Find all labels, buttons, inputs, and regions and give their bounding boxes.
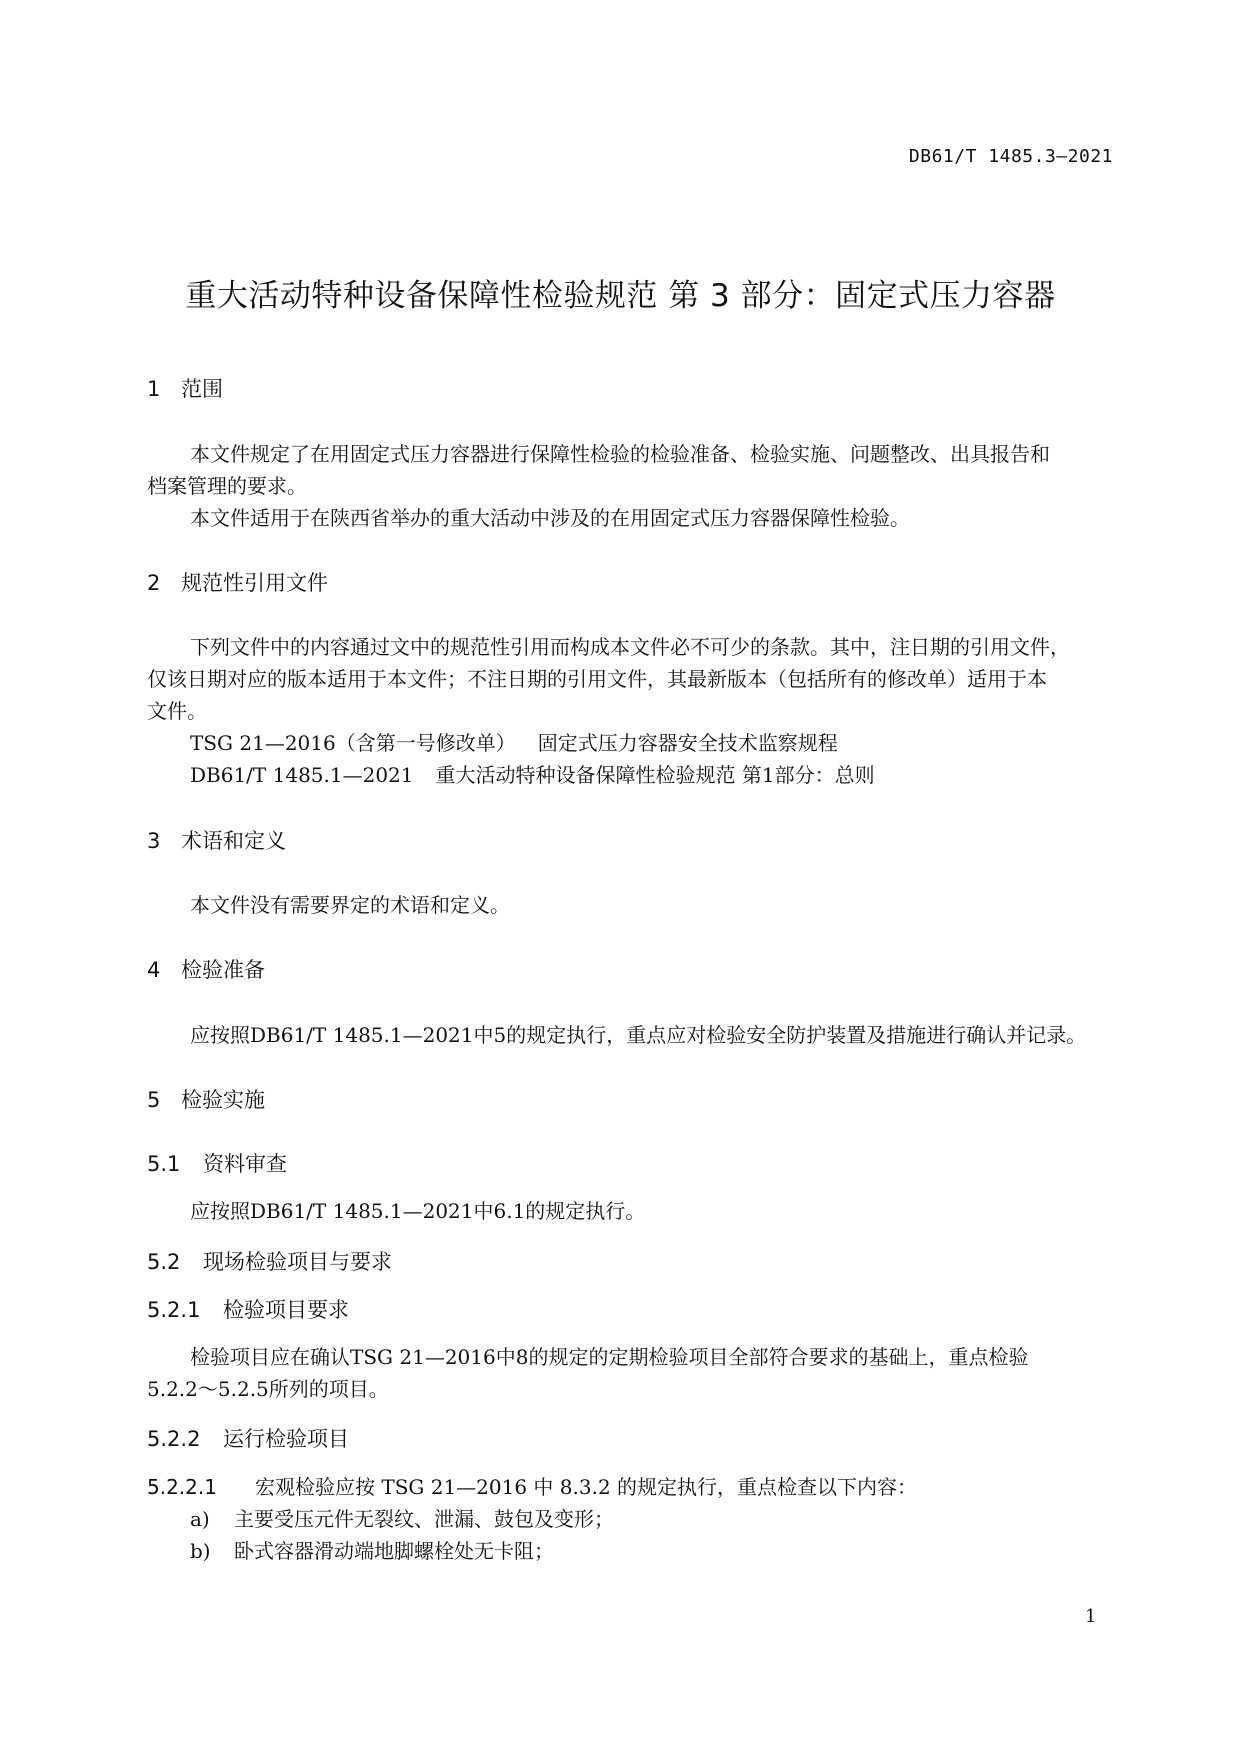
section-title: 资料审查 <box>203 1152 287 1176</box>
list-item-text: 主要受压元件无裂纹、泄漏、鼓包及变形； <box>234 1507 614 1531</box>
section-number: 1 <box>147 377 161 401</box>
section-title: 规范性引用文件 <box>181 571 328 595</box>
section-3-heading <box>147 825 286 855</box>
section-2-paragraph-line-1: 下列文件中的内容通过文中的规范性引用而构成本文件必不可少的条款。其中，注日期的引用文件， <box>190 635 1070 659</box>
section-2-paragraph-line-2: 仅该日期对应的版本适用于本文件；不注日期的引用文件，其最新版本（包括所有的修改单）适用于本 <box>147 667 1047 691</box>
list-marker: a) <box>190 1507 210 1531</box>
subsection-5-1-heading <box>147 1148 287 1178</box>
subsection-5-2-heading <box>147 1246 392 1276</box>
section-4-paragraph: 应按照DB61/T 1485.1—2021中5的规定执行，重点应对检验安全防护装置及措施进行确认并记录。 <box>190 1023 1087 1047</box>
subsection-5-1-paragraph: 应按照DB61/T 1485.1—2021中6.1的规定执行。 <box>190 1199 646 1223</box>
clause-number: 5.2.2.1 <box>147 1475 217 1499</box>
reference-item <box>190 727 838 756</box>
section-4-heading <box>147 954 265 984</box>
section-number: 5.2 <box>147 1250 181 1274</box>
list-item <box>190 1503 614 1532</box>
reference-item <box>190 759 875 788</box>
subsection-5-2-1-paragraph-line-1: 检验项目应在确认TSG 21—2016中8的规定的定期检验项目全部符合要求的基础上，重点检验 <box>190 1345 1029 1369</box>
clause-5-2-2-1 <box>147 1471 917 1500</box>
section-1-paragraph-1-line-2: 档案管理的要求。 <box>147 474 307 498</box>
clause-text: 宏观检验应按 TSG 21—2016 中 8.3.2 的规定执行，重点检查以下内容： <box>255 1475 918 1499</box>
section-5-heading <box>147 1084 265 1114</box>
reference-name: 固定式压力容器安全技术监察规程 <box>537 731 838 755</box>
subsection-5-2-2-heading <box>147 1423 349 1453</box>
section-number: 5.2.2 <box>147 1427 201 1451</box>
section-number: 5.2.1 <box>147 1298 201 1322</box>
section-title: 范围 <box>181 377 223 401</box>
section-2-paragraph-line-3: 文件。 <box>147 699 207 723</box>
list-item <box>190 1535 554 1564</box>
list-item-text: 卧式容器滑动端地脚螺栓处无卡阻； <box>234 1539 554 1563</box>
document-title: 重大活动特种设备保障性检验规范 第 3 部分：固定式压力容器 <box>185 278 1056 314</box>
list-marker: b) <box>190 1539 211 1563</box>
section-1-paragraph-1-line-1: 本文件规定了在用固定式压力容器进行保障性检验的检验准备、检验实施、问题整改、出具报告和 <box>190 442 1050 466</box>
section-title: 术语和定义 <box>181 829 286 853</box>
reference-code: TSG 21—2016（含第一号修改单） <box>190 731 516 755</box>
section-title: 检验实施 <box>181 1088 265 1112</box>
section-number: 5.1 <box>147 1152 181 1176</box>
section-3-paragraph: 本文件没有需要界定的术语和定义。 <box>190 893 510 917</box>
section-title: 检验准备 <box>181 958 265 982</box>
section-title: 运行检验项目 <box>223 1427 349 1451</box>
section-1-paragraph-2: 本文件适用于在陕西省举办的重大活动中涉及的在用固定式压力容器保障性检验。 <box>190 506 910 530</box>
section-number: 2 <box>147 571 161 595</box>
reference-code: DB61/T 1485.1—2021 <box>190 763 414 787</box>
subsection-5-2-1-paragraph-line-2: 5.2.2～5.2.5所列的项目。 <box>147 1377 389 1401</box>
section-number: 3 <box>147 829 161 853</box>
section-number: 4 <box>147 958 161 982</box>
standard-code: DB61/T 1485.3—2021 <box>908 146 1113 167</box>
section-1-heading <box>147 373 223 403</box>
section-2-heading <box>147 567 328 597</box>
section-title: 现场检验项目与要求 <box>203 1250 392 1274</box>
reference-name: 重大活动特种设备保障性检验规范 第1部分：总则 <box>435 763 875 787</box>
section-title: 检验项目要求 <box>223 1298 349 1322</box>
section-number: 5 <box>147 1088 161 1112</box>
subsection-5-2-1-heading <box>147 1294 349 1324</box>
page-number: 1 <box>1085 1606 1097 1627</box>
